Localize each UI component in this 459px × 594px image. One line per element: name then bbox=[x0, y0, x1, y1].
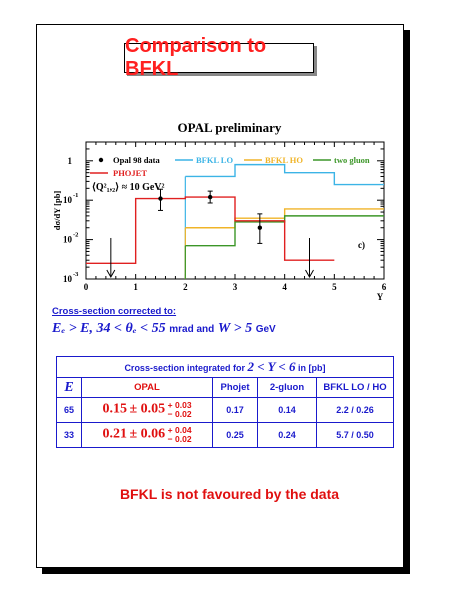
caption-math: 2 < Y < 6 bbox=[247, 359, 296, 374]
plot-title: OPAL preliminary bbox=[177, 120, 282, 135]
x-tick-label: 4 bbox=[282, 282, 287, 292]
row-opal: 0.21 ± 0.06 + 0.04 − 0.02 bbox=[82, 423, 213, 448]
header-phojet: Phojet bbox=[213, 378, 258, 398]
x-tick-label: 3 bbox=[232, 282, 238, 292]
row-phojet: 0.25 bbox=[213, 423, 258, 448]
data-point bbox=[158, 196, 162, 200]
row-bfkl: 2.2 / 0.26 bbox=[317, 398, 394, 423]
results-table bbox=[56, 356, 394, 448]
y-tick-exponent: -3 bbox=[73, 271, 79, 278]
row-e: 33 bbox=[57, 423, 82, 448]
table-header-row bbox=[57, 378, 394, 398]
x-tick-label: 6 bbox=[381, 282, 387, 292]
y-tick-label: 10 bbox=[63, 195, 72, 206]
condition-gev: GeV bbox=[255, 324, 276, 335]
q2-annotation: ⟨Q²₁,₂⟩ ≈ 10 GeV² bbox=[92, 182, 165, 193]
y-axis-label: dσ/dY [pb] bbox=[52, 190, 62, 231]
header-bfkl: BFKL LO / HO bbox=[317, 378, 394, 398]
legend-marker-opal bbox=[99, 158, 103, 162]
kinematic-conditions bbox=[52, 320, 276, 337]
legend-two-gluon: two gluon bbox=[334, 155, 370, 165]
table-row bbox=[57, 398, 394, 423]
x-tick-label: 0 bbox=[83, 282, 89, 292]
row-bfkl: 5.7 / 0.50 bbox=[317, 423, 394, 448]
header-2gluon: 2-gluon bbox=[258, 378, 317, 398]
row-phojet: 0.17 bbox=[213, 398, 258, 423]
y-tick-exponent: -1 bbox=[73, 192, 79, 200]
y-tick-exponent: -2 bbox=[73, 231, 79, 239]
y-tick-label: 10 bbox=[63, 274, 72, 284]
y-tick-label: 1 bbox=[67, 155, 72, 166]
row-2gluon: 0.24 bbox=[258, 423, 317, 448]
x-tick-label: 5 bbox=[332, 282, 337, 292]
header-e: E bbox=[57, 378, 82, 398]
series-bfkl-lo bbox=[185, 165, 384, 185]
x-axis-label: Y bbox=[376, 292, 384, 302]
conclusion-text: BFKL is not favoured by the data bbox=[119, 486, 340, 502]
x-tick-label: 1 bbox=[133, 282, 138, 292]
header-opal: OPAL bbox=[82, 378, 213, 398]
table-row bbox=[57, 423, 394, 448]
data-point bbox=[258, 226, 262, 230]
legend-phojet: PHOJET bbox=[113, 168, 148, 178]
panel-label: c) bbox=[358, 240, 365, 250]
legend-bfkl-lo: BFKL LO bbox=[196, 155, 234, 165]
legend-opal: Opal 98 data bbox=[113, 155, 160, 165]
data-point bbox=[208, 195, 212, 199]
condition-math: Eₑ > E, 34 < θₑ < 55 bbox=[52, 321, 166, 336]
cross-section-corrected-label: Cross-section corrected to: bbox=[52, 306, 177, 317]
series-phojet bbox=[86, 197, 334, 263]
row-opal: 0.15 ± 0.05 + 0.03 − 0.02 bbox=[82, 398, 213, 423]
slide-title: Comparison to BFKL bbox=[125, 35, 267, 80]
row-2gluon: 0.14 bbox=[258, 398, 317, 423]
table-caption: Cross-section integrated for 2 < Y < 6 in [pb] bbox=[57, 357, 394, 378]
legend-bfkl-ho: BFKL HO bbox=[265, 155, 304, 165]
condition-w: W > 5 bbox=[217, 321, 253, 336]
condition-mrad: mrad and bbox=[169, 324, 215, 335]
y-tick-label: 10 bbox=[63, 234, 72, 245]
x-tick-label: 2 bbox=[183, 282, 188, 292]
row-e: 65 bbox=[57, 398, 82, 423]
table-caption-row bbox=[57, 357, 394, 378]
